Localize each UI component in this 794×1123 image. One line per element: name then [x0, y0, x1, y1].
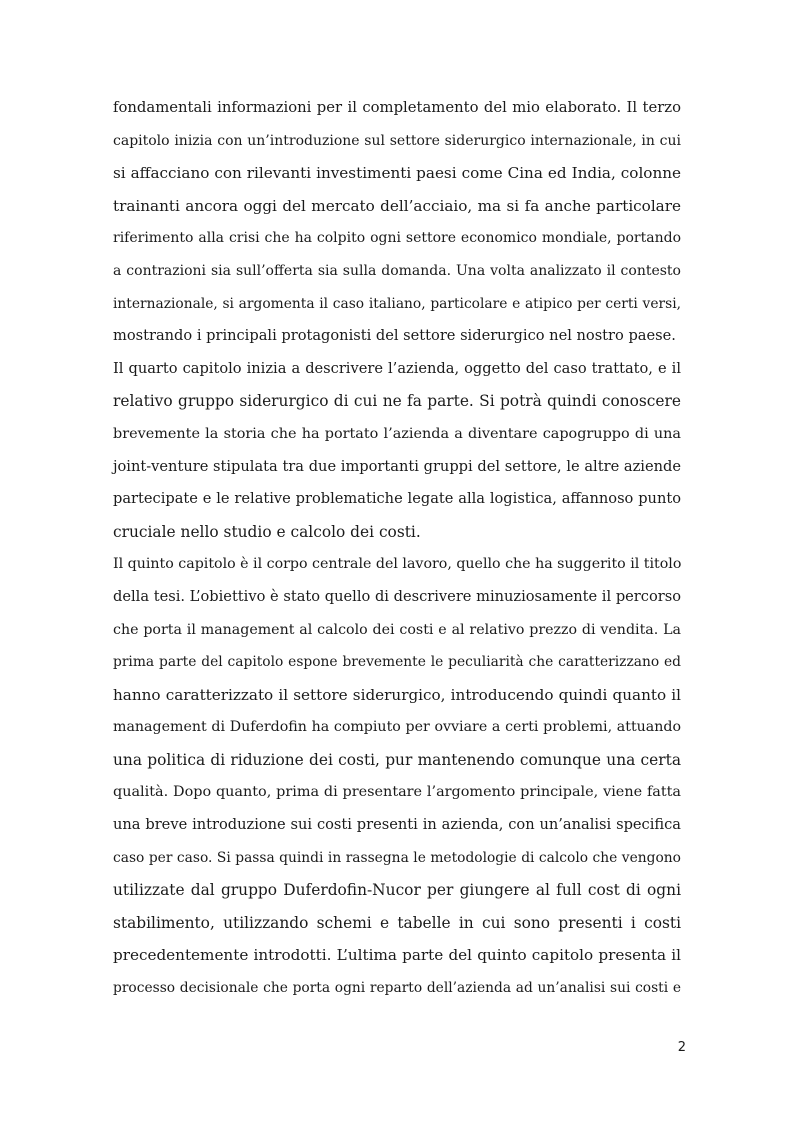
text-line: brevemente la storia che ha portato l’azienda a diventare capogruppo di una — [113, 425, 681, 442]
text-line: prima parte del capitolo espone brevemente le peculiarità che caratterizzano ed — [113, 654, 681, 671]
text-line: si affacciano con rilevanti investimenti paesi come Cina ed India, colonne — [113, 164, 681, 183]
text-line: processo decisionale che porta ogni reparto dell’azienda ad un’analisi sui costi e — [113, 980, 681, 997]
text-line: mostrando i principali protagonisti del settore siderurgico nel nostro paese. — [113, 327, 676, 345]
text-line: partecipate e le relative problematiche legate alla logistica, affannoso punto — [113, 490, 681, 508]
text-line: cruciale nello studio e calcolo dei costi. — [113, 522, 421, 541]
text-line: una breve introduzione sui costi presenti in azienda, con un’analisi specifica — [113, 816, 681, 834]
text-line: che porta il management al calcolo dei costi e al relativo prezzo di vendita. La — [113, 621, 681, 638]
page-number: 2 — [677, 1040, 686, 1055]
text-line: Il quarto capitolo inizia a descrivere l’azienda, oggetto del caso trattato, e il — [113, 359, 681, 377]
text-line: stabilimento, utilizzando schemi e tabelle in cui sono presenti i costi — [113, 913, 681, 932]
body-text — [113, 92, 681, 1005]
text-line: una politica di riduzione dei costi, pur mantenendo comunque una certa — [113, 750, 681, 769]
text-line: della tesi. L’obiettivo è stato quello di descrivere minuziosamente il percorso — [113, 587, 681, 605]
text-line: relativo gruppo siderurgico di cui ne fa parte. Si potrà quindi conoscere — [113, 392, 681, 411]
text-line: management di Duferdofin ha compiuto per ovviare a certi problemi, attuando — [113, 719, 681, 736]
text-line: Il quinto capitolo è il corpo centrale del lavoro, quello che ha suggerito il titolo — [113, 556, 682, 573]
text-line: caso per caso. Si passa quindi in rassegna le metodologie di calcolo che vengono — [113, 849, 681, 866]
text-line: internazionale, si argomenta il caso italiano, particolare e atipico per certi versi, — [113, 295, 681, 312]
text-line: capitolo inizia con un’introduzione sul settore siderurgico internazionale, in cui — [113, 132, 681, 149]
text-line: utilizzate dal gruppo Duferdofin-Nucor per giungere al full cost di ogni — [113, 881, 681, 900]
text-line: a contrazioni sia sull’offerta sia sulla domanda. Una volta analizzato il contesto — [113, 262, 681, 279]
text-line: riferimento alla crisi che ha colpito ogni settore economico mondiale, portando — [113, 230, 681, 247]
text-line: trainanti ancora oggi del mercato dell’acciaio, ma si fa anche particolare — [113, 196, 681, 215]
text-line: precedentemente introdotti. L’ultima parte del quinto capitolo presenta il — [113, 946, 681, 965]
text-line: hanno caratterizzato il settore siderurgico, introducendo quindi quanto il — [113, 685, 681, 704]
text-line: joint-venture stipulata tra due importanti gruppi del settore, le altre aziende — [113, 457, 681, 475]
text-line: fondamentali informazioni per il completamento del mio elaborato. Il terzo — [113, 99, 681, 116]
text-line: qualità. Dopo quanto, prima di presentare l’argomento principale, viene fatta — [113, 784, 681, 801]
